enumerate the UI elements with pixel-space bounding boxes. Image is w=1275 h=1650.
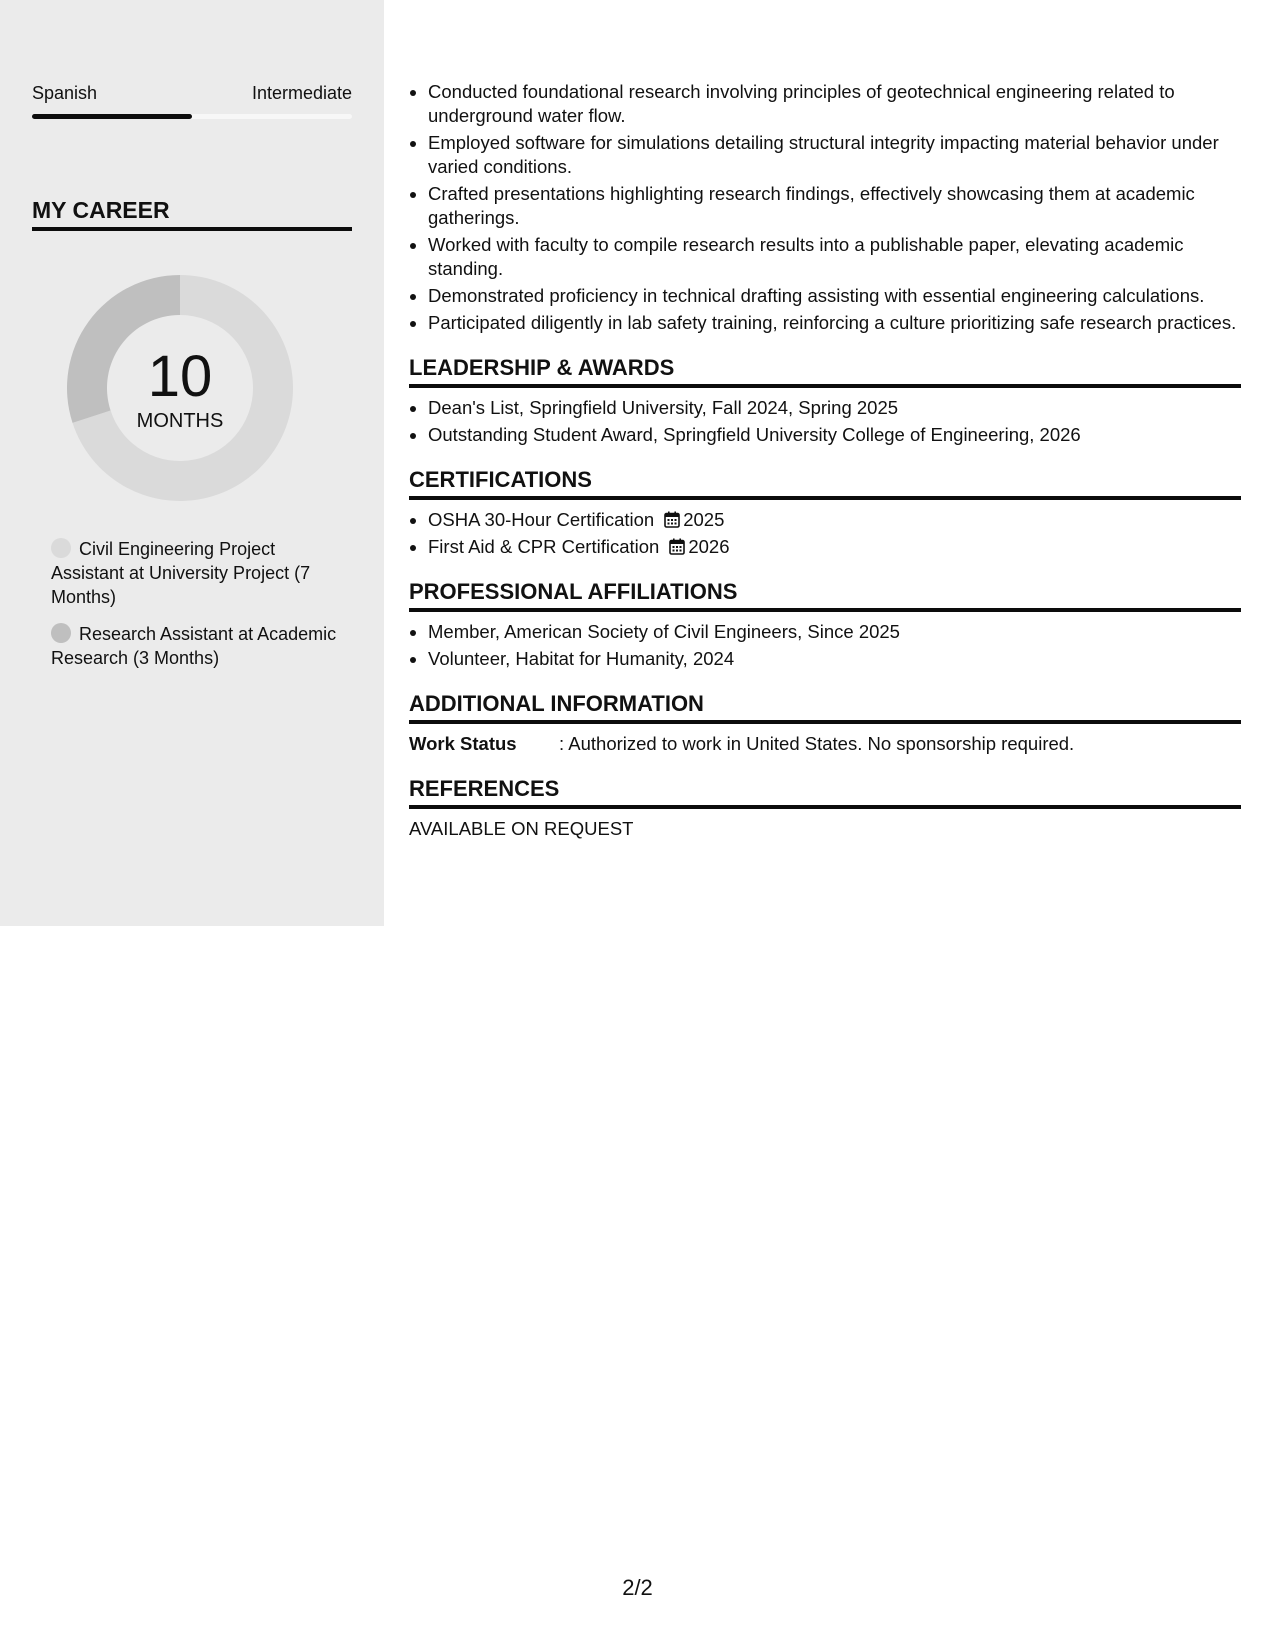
additional-info-heading: ADDITIONAL INFORMATION: [409, 690, 1241, 724]
list-item: • Worked with faculty to compile research results into a publishable paper, elevating academic standing.: [428, 233, 1241, 281]
calendar-icon: [664, 511, 680, 528]
language-name: Spanish: [32, 83, 98, 103]
language-level: Intermediate: [251, 83, 352, 103]
affiliations-list: [409, 620, 1241, 671]
list-item: • Conducted foundational research involving principles of geotechnical engineering related to underground water flow.: [428, 80, 1241, 128]
certifications-heading: CERTIFICATIONS: [409, 466, 1241, 500]
list-item: • Volunteer, Habitat for Humanity, 2024: [428, 647, 1241, 671]
legend-item: [51, 622, 341, 670]
list-item: • Employed software for simulations detailing structural integrity impacting material behavior under varied conditions.: [428, 131, 1241, 179]
main-content: [409, 80, 1241, 841]
career-legend: [51, 537, 341, 683]
leadership-list: [409, 396, 1241, 447]
career-total-unit: MONTHS: [136, 410, 224, 432]
references-text: AVAILABLE ON REQUEST: [409, 818, 634, 839]
legend-label: Research Assistant at Academic Research (3 Months): [51, 624, 337, 668]
list-item: [428, 508, 1241, 532]
list-item: • Demonstrated proficiency in technical drafting assisting with essential engineering calculations.: [428, 284, 1241, 308]
list-item: • Crafted presentations highlighting research findings, effectively showcasing them at academic gatherings.: [428, 182, 1241, 230]
references-heading: REFERENCES: [409, 775, 1241, 809]
career-heading: MY CAREER: [32, 196, 352, 231]
experience-bullet-list: [409, 80, 1241, 335]
legend-swatch: [51, 538, 71, 558]
language-proficiency-fill: [32, 114, 192, 119]
certification-year: 2026: [688, 536, 730, 557]
certification-year: 2025: [683, 509, 725, 530]
list-item: • Dean's List, Springfield University, Fall 2024, Spring 2025: [428, 396, 1241, 420]
certifications-list: [409, 508, 1241, 559]
page-number: 2/2: [622, 1575, 653, 1600]
legend-swatch: [51, 623, 71, 643]
list-item: • Participated diligently in lab safety training, reinforcing a culture prioritizing safe research practices.: [428, 311, 1241, 335]
legend-item: [51, 537, 341, 609]
certification-name: OSHA 30-Hour Certification: [428, 509, 655, 530]
career-total-value: 10: [147, 344, 213, 409]
affiliations-heading: PROFESSIONAL AFFILIATIONS: [409, 578, 1241, 612]
leadership-heading: LEADERSHIP & AWARDS: [409, 354, 1241, 388]
work-status-row: [409, 732, 1241, 756]
certification-name: First Aid & CPR Certification: [428, 536, 660, 557]
list-item: [428, 535, 1241, 559]
work-status-value: : Authorized to work in United States. No sponsorship required.: [559, 733, 1075, 754]
list-item: • Member, American Society of Civil Engineers, Since 2025: [428, 620, 1241, 644]
work-status-label: Work Status: [409, 733, 517, 754]
calendar-icon: [669, 538, 685, 555]
language-proficiency-bar: [32, 114, 352, 119]
list-item: • Outstanding Student Award, Springfield University College of Engineering, 2026: [428, 423, 1241, 447]
legend-label: Civil Engineering Project Assistant at University Project (7 Months): [51, 539, 311, 607]
sidebar: [0, 0, 384, 926]
